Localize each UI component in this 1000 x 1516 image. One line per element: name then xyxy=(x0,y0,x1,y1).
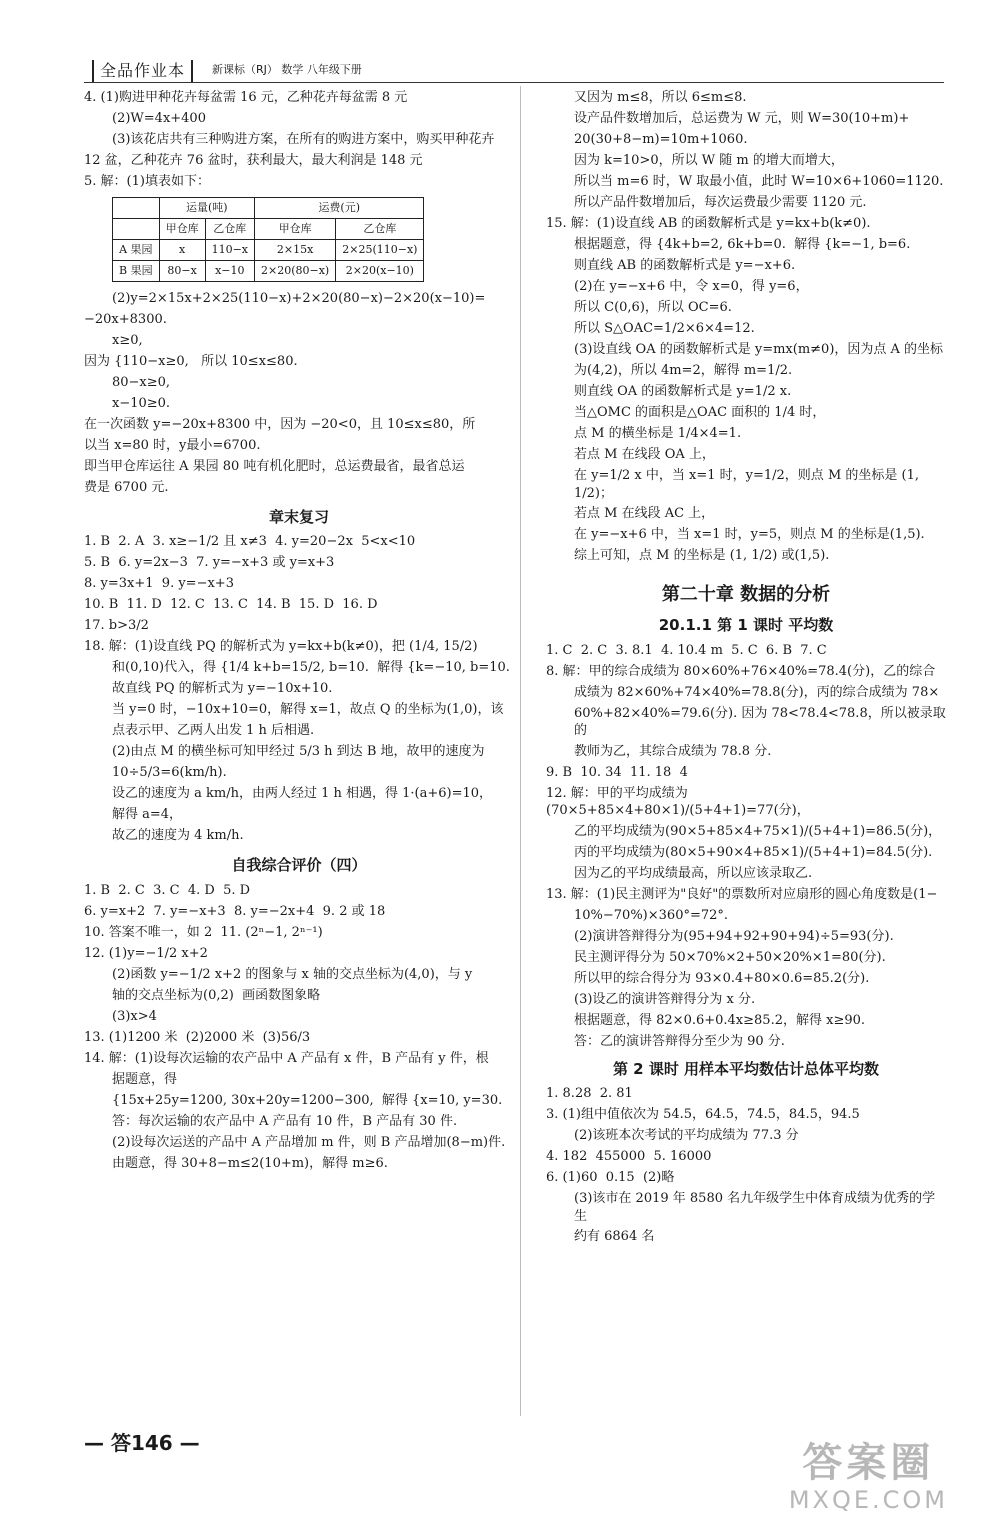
answer-line: 教师为乙，其综合成绩为 78.8 分. xyxy=(574,743,772,759)
answer-line: x−10≥0. xyxy=(112,396,171,411)
answer-line: 若点 M 在线段 AC 上， xyxy=(574,506,715,522)
answer-line: 当 y=0 时，−10x+10=0，解得 x=1，故点 Q 的坐标为(1,0)，该 xyxy=(112,702,504,718)
answer-line: 1. B 2. A 3. x≥−1/2 且 x≠3 4. y=20−2x 5<x<10 xyxy=(84,534,416,550)
answer-line: 1. B 2. C 3. C 4. D 5. D xyxy=(84,882,251,898)
answer-line: 丙的平均成绩为(80×5+90×4+85×1)/(5+4+1)=84.5(分). xyxy=(574,844,933,860)
answer-line: 18. 解：(1)设直线 PQ 的解析式为 y=kx+b(k≠0)，把 (1/4, 15/2) xyxy=(84,639,478,655)
answer-line: (2)W=4x+400 xyxy=(112,111,206,126)
table-row xyxy=(113,219,424,240)
site-watermark xyxy=(789,1436,948,1516)
page-header xyxy=(84,58,944,83)
table-cell: 2×20(80−x) xyxy=(255,261,336,282)
answer-line: 又因为 m≤8，所以 6≤m≤8. xyxy=(574,90,747,105)
watermark-logo-text: 答案圈 xyxy=(802,1440,935,1486)
section-title-review: 章末复习 xyxy=(268,508,329,526)
answer-line: {15x+25y=1200, 30x+20y=1200−300, 解得 {x=10, y=30. xyxy=(112,1092,503,1108)
answer-line: (2)该班本次考试的平均成绩为 77.3 分 xyxy=(574,1128,799,1144)
answer-line: 点 M 的横坐标是 1/4×4=1. xyxy=(574,426,742,441)
column-divider xyxy=(520,86,521,1416)
answer-line: 4. (1)购进甲种花卉每盆需 16 元，乙种花卉每盆需 8 元 xyxy=(84,90,408,105)
answer-line: 因为乙的平均成绩最高，所以应该录取乙. xyxy=(574,865,813,881)
answer-line: (2)y=2×15x+2×25(110−x)+2×20(80−x)−2×20(x−10)= xyxy=(112,291,486,306)
answer-line: 6. (1)60 0.15 (2)略 xyxy=(546,1170,675,1186)
freight-table xyxy=(112,197,424,282)
answer-line: 10%−70%)×360°=72°. xyxy=(574,907,729,923)
answer-line: 设乙的速度为 a km/h，由两人经过 1 h 相遇，得 1·(a+6)=10， xyxy=(112,786,493,802)
answer-line: 费是 6700 元. xyxy=(84,480,169,495)
table-cell: 2×15x xyxy=(255,240,336,261)
left-column xyxy=(84,86,514,1176)
answer-line: 10. 答案不唯一，如 2 11. (2ⁿ−1, 2ⁿ⁻¹) xyxy=(84,924,323,940)
answer-line: 12 盆，乙种花卉 76 盆时，获利最大，最大利润是 148 元 xyxy=(84,153,423,168)
answer-line: (2)函数 y=−1/2 x+2 的图象与 x 轴的交点坐标为(4,0)，与 y xyxy=(112,966,473,982)
answer-line: 因为 {110−x≥0, 所以 10≤x≤80. xyxy=(84,354,298,369)
chapter-title: 第二十章 数据的分析 xyxy=(661,584,831,606)
table-row xyxy=(113,240,424,261)
answer-line: 10÷5/3=6(km/h). xyxy=(112,765,227,781)
answer-line: 则直线 AB 的函数解析式是 y=−x+6. xyxy=(574,258,796,273)
answer-line: 答：乙的演讲答辩得分至少为 90 分. xyxy=(574,1033,785,1049)
right-column xyxy=(546,86,946,1249)
table-cell: x xyxy=(159,240,205,261)
answer-line: 约有 6864 名 xyxy=(574,1229,655,1245)
answer-line: 所以 C(0,6)，所以 OC=6. xyxy=(574,300,732,315)
answer-line: 民主测评得分为 50×70%×2+50×20%×1=80(分). xyxy=(574,949,886,965)
answer-line: 成绩为 82×60%+74×40%=78.8(分)，丙的综合成绩为 78× xyxy=(574,684,940,700)
answer-line: x≥0, xyxy=(112,333,143,348)
answer-line: (2)由点 M 的横坐标可知甲经过 5/3 h 到达 B 地，故甲的速度为 xyxy=(112,744,485,760)
answer-line: 12. (1)y=−1/2 x+2 xyxy=(84,945,208,961)
answer-line: 3. (1)组中值依次为 54.5，64.5，74.5，84.5，94.5 xyxy=(546,1107,860,1123)
answer-line: 20(30+8−m)=10m+1060. xyxy=(574,132,748,147)
answer-line: 4. 182 455000 5. 16000 xyxy=(546,1149,712,1165)
answer-line: (3)设直线 OA 的函数解析式是 y=mx(m≠0)，因为点 A 的坐标 xyxy=(574,342,944,357)
answer-line: (2)设每次运送的产品中 A 产品增加 m 件，则 B 产品增加(8−m)件. xyxy=(112,1134,506,1150)
answer-line: 在 y=−x+6 中，当 x=1 时，y=5，则点 M 的坐标是(1,5). xyxy=(574,527,925,543)
table-cell: 甲仓库 xyxy=(159,219,205,240)
answer-line: 在 y=1/2 x 中，当 x=1 时，y=1/2，则点 M 的坐标是 (1, 1/2)； xyxy=(574,468,924,501)
answer-line: 10. B 11. D 12. C 13. C 14. B 15. D 16. D xyxy=(84,597,378,613)
answer-line: −20x+8300. xyxy=(84,312,167,327)
answer-line: 解得 a=4， xyxy=(112,807,183,823)
lesson-title-2: 第 2 课时 用样本平均数估计总体平均数 xyxy=(612,1059,880,1078)
answer-line: 所以产品件数增加后，每次运费最少需要 1120 元. xyxy=(574,195,867,210)
answer-line: 根据题意，得 {4k+b=2, 6k+b=0. 解得 {k=−1, b=6. xyxy=(574,237,911,252)
table-cell: 运量(吨) xyxy=(159,198,254,219)
answer-line: 即当甲仓库运往 A 果园 80 吨有机化肥时，总运费最省，最省总运 xyxy=(84,459,465,474)
answer-line: 据题意，得 xyxy=(112,1071,178,1087)
answer-line: (3)该市在 2019 年 8580 名九年级学生中体育成绩为优秀的学生 xyxy=(574,1191,936,1224)
answer-line: 答：每次运输的农产品中 A 产品有 10 件，B 产品有 30 件. xyxy=(112,1113,458,1129)
answer-line: 乙的平均成绩为(90×5+85×4+75×1)/(5+4+1)=86.5(分)， xyxy=(574,823,942,839)
answer-line: 若点 M 在线段 OA 上， xyxy=(574,447,715,462)
table-cell: B 果园 xyxy=(113,261,160,282)
table-cell: 2×20(x−10) xyxy=(336,261,424,282)
answer-line: 所以当 m=6 时，W 取最小值，此时 W=10×6+1060=1120. xyxy=(574,174,944,189)
page-number: — 答146 — xyxy=(84,1431,200,1455)
book-subtitle: 新课标（RJ） 数学 八年级下册 xyxy=(212,63,362,76)
answer-line: 和(0,10)代入，得 {1/4 k+b=15/2, b=10. 解得 {k=−10, b=10. xyxy=(112,660,510,676)
section-title-eval: 自我综合评价（四） xyxy=(231,856,367,875)
answer-line: 因为 k=10>0，所以 W 随 m 的增大而增大， xyxy=(574,153,844,168)
answer-line: (3)x>4 xyxy=(112,1008,157,1024)
answer-line: 根据题意，得 82×0.6+0.4x≥85.2，解得 x≥90. xyxy=(574,1012,866,1028)
lesson-title-1: 20.1.1 第 1 课时 平均数 xyxy=(658,616,834,635)
answer-line: (3)该花店共有三种购进方案，在所有的购进方案中，购买甲种花卉 xyxy=(112,132,495,147)
book-brand: 全品作业本 xyxy=(92,60,193,82)
answer-line: 60%+82×40%=79.6(分). 因为 78<78.4<78.8，所以被录取的 xyxy=(574,705,946,739)
answer-line: 故直线 PQ 的解析式为 y=−10x+10. xyxy=(112,681,333,697)
answer-line: (2)演讲答辩得分为(95+94+92+90+94)÷5=93(分). xyxy=(574,928,894,944)
answer-line: 5. B 6. y=2x−3 7. y=−x+3 或 y=x+3 xyxy=(84,555,335,571)
answer-line: 13. 解：(1)民主测评为"良好"的票数所对应扇形的圆心角度数是(1− xyxy=(546,886,938,902)
answer-line: 1. C 2. C 3. 8.1 4. 10.4 m 5. C 6. B 7. C xyxy=(546,642,827,658)
watermark-url: MXQE.COM xyxy=(788,1486,948,1514)
table-cell xyxy=(113,198,160,219)
answer-line: (2)在 y=−x+6 中，令 x=0，得 y=6， xyxy=(574,279,809,294)
table-row xyxy=(113,198,424,219)
table-cell: x−10 xyxy=(205,261,254,282)
answer-line: 17. b>3/2 xyxy=(84,618,149,634)
answer-line: 80−x≥0, xyxy=(112,375,171,390)
table-cell: 乙仓库 xyxy=(205,219,254,240)
answer-line: 当△OMC 的面积是△OAC 面积的 1/4 时， xyxy=(574,405,826,420)
answer-line: 5. 解：(1)填表如下： xyxy=(84,174,210,189)
answer-line: 1. 8.28 2. 81 xyxy=(546,1086,633,1102)
table-cell: 80−x xyxy=(159,261,205,282)
answer-line: 综上可知，点 M 的坐标是 (1, 1/2) 或(1,5). xyxy=(574,548,830,564)
table-cell: 2×25(110−x) xyxy=(336,240,424,261)
table-cell: 乙仓库 xyxy=(336,219,424,240)
answer-line: 故乙的速度为 4 km/h. xyxy=(112,828,244,844)
answer-line: 9. B 10. 34 11. 18 4 xyxy=(546,764,688,780)
answer-line: 轴的交点坐标为(0,2) 画函数图象略 xyxy=(112,987,321,1003)
answer-line: 所以 S△OAC=1/2×6×4=12. xyxy=(574,321,755,336)
answer-line: 则直线 OA 的函数解析式是 y=1/2 x. xyxy=(574,384,792,399)
answer-line: 在一次函数 y=−20x+8300 中，因为 −20<0，且 10≤x≤80，所 xyxy=(84,417,476,432)
answer-line: 点表示甲、乙两人出发 1 h 后相遇. xyxy=(112,723,315,739)
table-cell: 110−x xyxy=(205,240,254,261)
table-row xyxy=(113,261,424,282)
answer-line: 8. 解：甲的综合成绩为 80×60%+76×40%=78.4(分)，乙的综合 xyxy=(546,663,936,679)
answer-line: 15. 解：(1)设直线 AB 的函数解析式是 y=kx+b(k≠0). xyxy=(546,216,871,231)
answer-line: 以当 x=80 时，y最小=6700. xyxy=(84,438,261,453)
answer-line: 12. 解：甲的平均成绩为(70×5+85×4+80×1)/(5+4+1)=77(分)， xyxy=(546,785,810,819)
answer-line: 所以甲的综合得分为 93×0.4+80×0.6=85.2(分). xyxy=(574,970,870,986)
answer-line: 8. y=3x+1 9. y=−x+3 xyxy=(84,576,234,592)
table-cell: 运费(元) xyxy=(255,198,424,219)
answer-line: 设产品件数增加后，总运费为 W 元，则 W=30(10+m)+ xyxy=(574,111,910,126)
answer-line: 14. 解：(1)设每次运输的农产品中 A 产品有 x 件，B 产品有 y 件，根 xyxy=(84,1050,489,1066)
answer-line: (3)设乙的演讲答辩得分为 x 分. xyxy=(574,991,756,1007)
answer-line: 13. (1)1200 米 (2)2000 米 (3)56/3 xyxy=(84,1029,311,1045)
answer-line: 为(4,2)，所以 4m=2，解得 m=1/2. xyxy=(574,363,793,378)
table-cell xyxy=(113,219,160,240)
table-cell: A 果园 xyxy=(113,240,160,261)
answer-line: 6. y=x+2 7. y=−x+3 8. y=−2x+4 9. 2 或 18 xyxy=(84,903,386,919)
table-cell: 甲仓库 xyxy=(255,219,336,240)
answer-line: 由题意，得 30+8−m≤2(10+m)，解得 m≥6. xyxy=(112,1155,388,1171)
